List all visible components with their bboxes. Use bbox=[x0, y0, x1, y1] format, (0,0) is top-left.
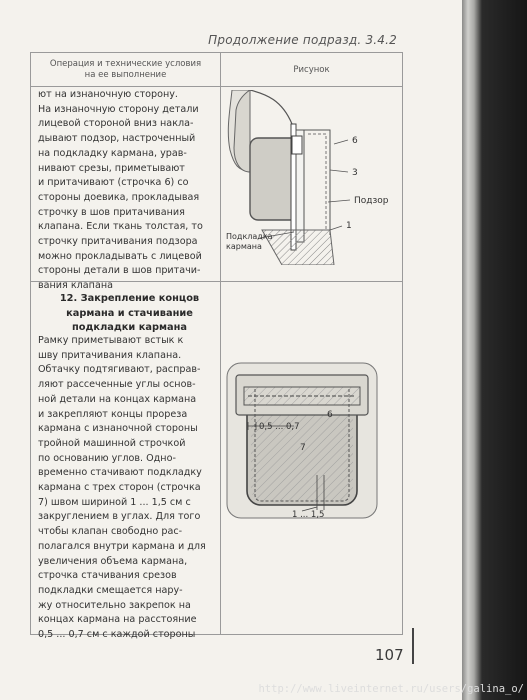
figure-pocket-facing bbox=[222, 90, 412, 265]
step-prev-text bbox=[38, 88, 203, 294]
text-line: подкладки смещается нару- bbox=[38, 584, 183, 596]
label-karmana: кармана bbox=[226, 242, 262, 251]
label-dim-05-07: 0,5 ... 0,7 bbox=[259, 422, 300, 432]
text-line: чтобы клапан свободно рас- bbox=[38, 526, 183, 538]
text-line: 0,5 ... 0,7 см с каждой стороны bbox=[38, 629, 196, 641]
label-stitch-6: 6 bbox=[327, 410, 333, 420]
text-line: закруглением в углах. Для того bbox=[38, 511, 201, 523]
text-line: и притачивают (строчка 6) со bbox=[38, 177, 189, 189]
text-line: нивают срезы, приметывают bbox=[38, 162, 185, 174]
page-rule bbox=[412, 628, 414, 664]
label-stitch-7: 7 bbox=[300, 443, 306, 453]
text-line: стороны доевика, прокладывая bbox=[38, 191, 200, 203]
label-podkladka: Подкладка bbox=[226, 232, 273, 241]
text-line: На изнаночную сторону детали bbox=[38, 103, 199, 115]
text-line: временно стачивают подкладку bbox=[38, 467, 202, 479]
text-line: подкладки кармана bbox=[72, 322, 187, 334]
column-header-figure: Рисунок bbox=[293, 65, 330, 75]
text-line: тройной машинной строчкой bbox=[38, 437, 186, 449]
text-line: жу относительно закрепок на bbox=[38, 599, 191, 611]
text-line: по основанию углов. Одно- bbox=[38, 452, 176, 464]
text-line: ляют рассеченные углы основ- bbox=[38, 379, 196, 391]
section-header: Продолжение подразд. 3.4.2 bbox=[208, 33, 397, 47]
text-line: клапана. Если ткань толстая, то bbox=[38, 221, 203, 233]
text-line: кармана и стачивание bbox=[66, 307, 193, 319]
text-line: и закрепляют концы прореза bbox=[38, 408, 188, 420]
text-line: стороны детали в шов притачи- bbox=[38, 265, 201, 277]
text-line: строчка стачивания срезов bbox=[38, 570, 177, 582]
text-line: строчку притачивания подзора bbox=[38, 236, 198, 248]
text-line: строчку в шов притачивания bbox=[38, 206, 185, 218]
step12-text bbox=[38, 334, 206, 643]
column-header-operation: Операция и технические условия на ее выполнение bbox=[49, 59, 202, 80]
figure-pocket-lining bbox=[222, 355, 412, 530]
text-line: шву притачивания клапана. bbox=[38, 349, 182, 361]
text-line: ной детали на концах кармана bbox=[38, 393, 197, 405]
text-line: ют на изнаночную сторону. bbox=[38, 89, 178, 100]
text-line: вания клапана bbox=[38, 280, 113, 292]
label-stitch-3: 3 bbox=[352, 168, 358, 178]
text-line: лицевой стороной вниз накла- bbox=[38, 118, 194, 130]
text-line: 7) швом шириной 1 ... 1,5 см с bbox=[38, 496, 191, 508]
text-line: кармана с трех сторон (строчка bbox=[38, 482, 201, 494]
label-stitch-1: 1 bbox=[346, 221, 352, 231]
source-url[interactable]: http://www.liveinternet.ru/users/galina_o/ bbox=[258, 683, 524, 695]
text-line: полагался внутри кармана и для bbox=[38, 540, 206, 552]
text-line: концах кармана на расстояние bbox=[38, 614, 197, 626]
step12-title bbox=[38, 292, 221, 336]
text-line: на подкладку кармана, урав- bbox=[38, 147, 187, 159]
column-divider bbox=[220, 53, 221, 634]
text-line: кармана с изнаночной стороны bbox=[38, 423, 198, 435]
text-line: Обтачку подтягивают, расправ- bbox=[38, 364, 201, 376]
text-line: 12. Закрепление концов bbox=[59, 293, 200, 304]
text-line: можно прокладывать с лицевой bbox=[38, 250, 202, 262]
label-podzor: Подзор bbox=[354, 196, 389, 206]
page-number: 107 bbox=[375, 646, 404, 664]
book-spine bbox=[462, 0, 527, 700]
text-line: увеличения объема кармана, bbox=[38, 555, 188, 567]
label-dim-1-15: 1 ... 1,5 bbox=[292, 510, 325, 520]
header-divider bbox=[31, 86, 402, 87]
label-stitch-6: 6 bbox=[352, 136, 358, 146]
text-line: Рамку приметывают встык к bbox=[38, 335, 184, 346]
text-line: дывают подзор, настроченный bbox=[38, 133, 196, 145]
